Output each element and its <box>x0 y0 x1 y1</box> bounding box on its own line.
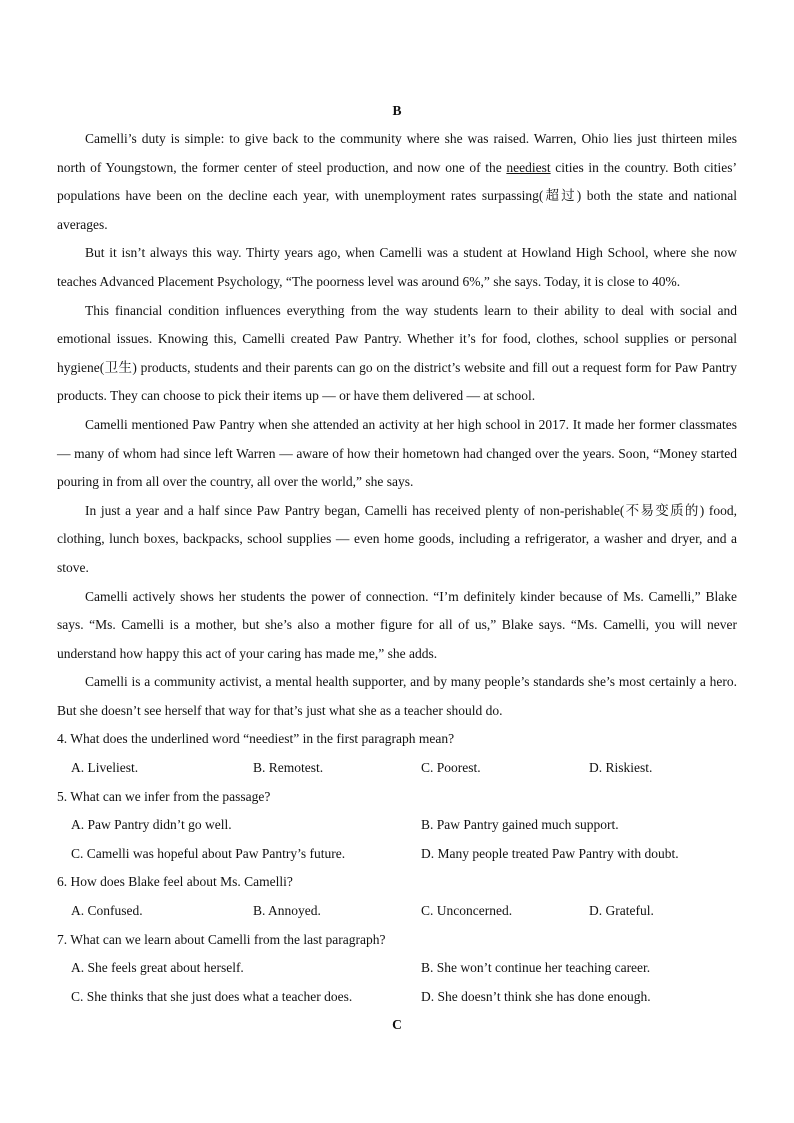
question-4-stem: 4. What does the underlined word “neediest” in the first paragraph mean? <box>57 731 455 747</box>
q7-option-b: B. She won’t continue her teaching career. <box>421 960 651 976</box>
underlined-word-neediest: neediest <box>506 159 551 175</box>
question-7-stem: 7. What can we learn about Camelli from the last paragraph? <box>57 931 386 947</box>
passage-paragraph-1 <box>57 125 737 239</box>
passage-paragraph-3: This financial condition influences everything from the way students learn to their ability to deal with social and emotional issues. Knowing this, Camelli created Paw Pantry. Whether it’s for food, clothes, school supplies or personal hygiene(卫生) products, students and their parents can go on the district’s website and fill out a request form for Paw Pantry products. They can choose to pick their items up — or have them delivered — at school. <box>57 302 737 404</box>
p1-text-b: cities in the country. Both cities’ populations have been on the decline each year, with unemployment rates surpassing(超过) both the state and national averages. <box>57 159 737 232</box>
question-7-options-row-2 <box>57 983 737 1012</box>
q5-option-d: D. Many people treated Paw Pantry with doubt. <box>421 845 679 861</box>
question-5-options-row-1 <box>57 811 737 840</box>
section-b-heading: B <box>392 103 402 118</box>
q4-option-b: B. Remotest. <box>253 760 324 776</box>
q7-option-c: C. She thinks that she just does what a teacher does. <box>71 988 353 1004</box>
passage-paragraph-2: But it isn’t always this way. Thirty years ago, when Camelli was a student at Howland High School, where she now teaches Advanced Placement Psychology, “The poorness level was around 6%,” she says. Today, it is close to 40%. <box>57 245 737 289</box>
q6-option-d: D. Grateful. <box>589 903 654 919</box>
q5-option-a: A. Paw Pantry didn’t go well. <box>71 817 232 833</box>
passage-paragraph-7: Camelli is a community activist, a mental health supporter, and by many people’s standards she’s most certainly a hero. But she doesn’t see herself that way for that’s just what she as a teacher should do. <box>57 674 737 718</box>
q5-option-c: C. Camelli was hopeful about Paw Pantry’s future. <box>71 845 346 861</box>
p1-text-a: Camelli’s duty is simple: to give back to the community where she was raised. Warren, Ohio lies just thirteen miles north of Youngstown, the former center of steel production, and now one of the <box>57 131 737 175</box>
question-6-options <box>57 897 737 926</box>
passage-paragraph-5: In just a year and a half since Paw Pantry began, Camelli has received plenty of non-perishable(不易变质的) food, clothing, lunch boxes, backpacks, school supplies — even home goods, including a refrigerator, a washer and dryer, and a stove. <box>57 502 737 575</box>
q7-option-a: A. She feels great about herself. <box>71 960 244 976</box>
q4-option-a: A. Liveliest. <box>71 760 139 776</box>
passage-paragraph-4: Camelli mentioned Paw Pantry when she attended an activity at her high school in 2017. It made her former classmates — many of whom had since left Warren — aware of how their hometown had changed over the years. Soon, “Money started pouring in from all over the country, all over the world,” she says. <box>57 416 737 490</box>
q6-option-b: B. Annoyed. <box>253 903 321 919</box>
question-7-options-row-1 <box>57 954 737 983</box>
q6-option-c: C. Unconcerned. <box>421 903 513 919</box>
question-5-stem: 5. What can we infer from the passage? <box>57 788 271 804</box>
question-5-options-row-2 <box>57 840 737 869</box>
section-c-heading: C <box>392 1017 402 1033</box>
passage-paragraph-6: Camelli actively shows her students the power of connection. “I’m definitely kinder because of Ms. Camelli,” Blake says. “Ms. Camelli is a mother, but she’s also a mother figure for all of us,” Blake says. “Ms. Camelli, you will never understand how happy this act of your caring has made me,” she adds. <box>57 588 737 661</box>
q7-option-d: D. She doesn’t think she has done enough. <box>421 988 651 1004</box>
q5-option-b: B. Paw Pantry gained much support. <box>421 817 619 833</box>
question-4-options <box>57 754 737 783</box>
exam-page <box>57 97 737 1039</box>
q6-option-a: A. Confused. <box>71 903 143 919</box>
q4-option-c: C. Poorest. <box>421 760 481 776</box>
q4-option-d: D. Riskiest. <box>589 760 653 776</box>
question-6-stem: 6. How does Blake feel about Ms. Camelli? <box>57 874 293 890</box>
